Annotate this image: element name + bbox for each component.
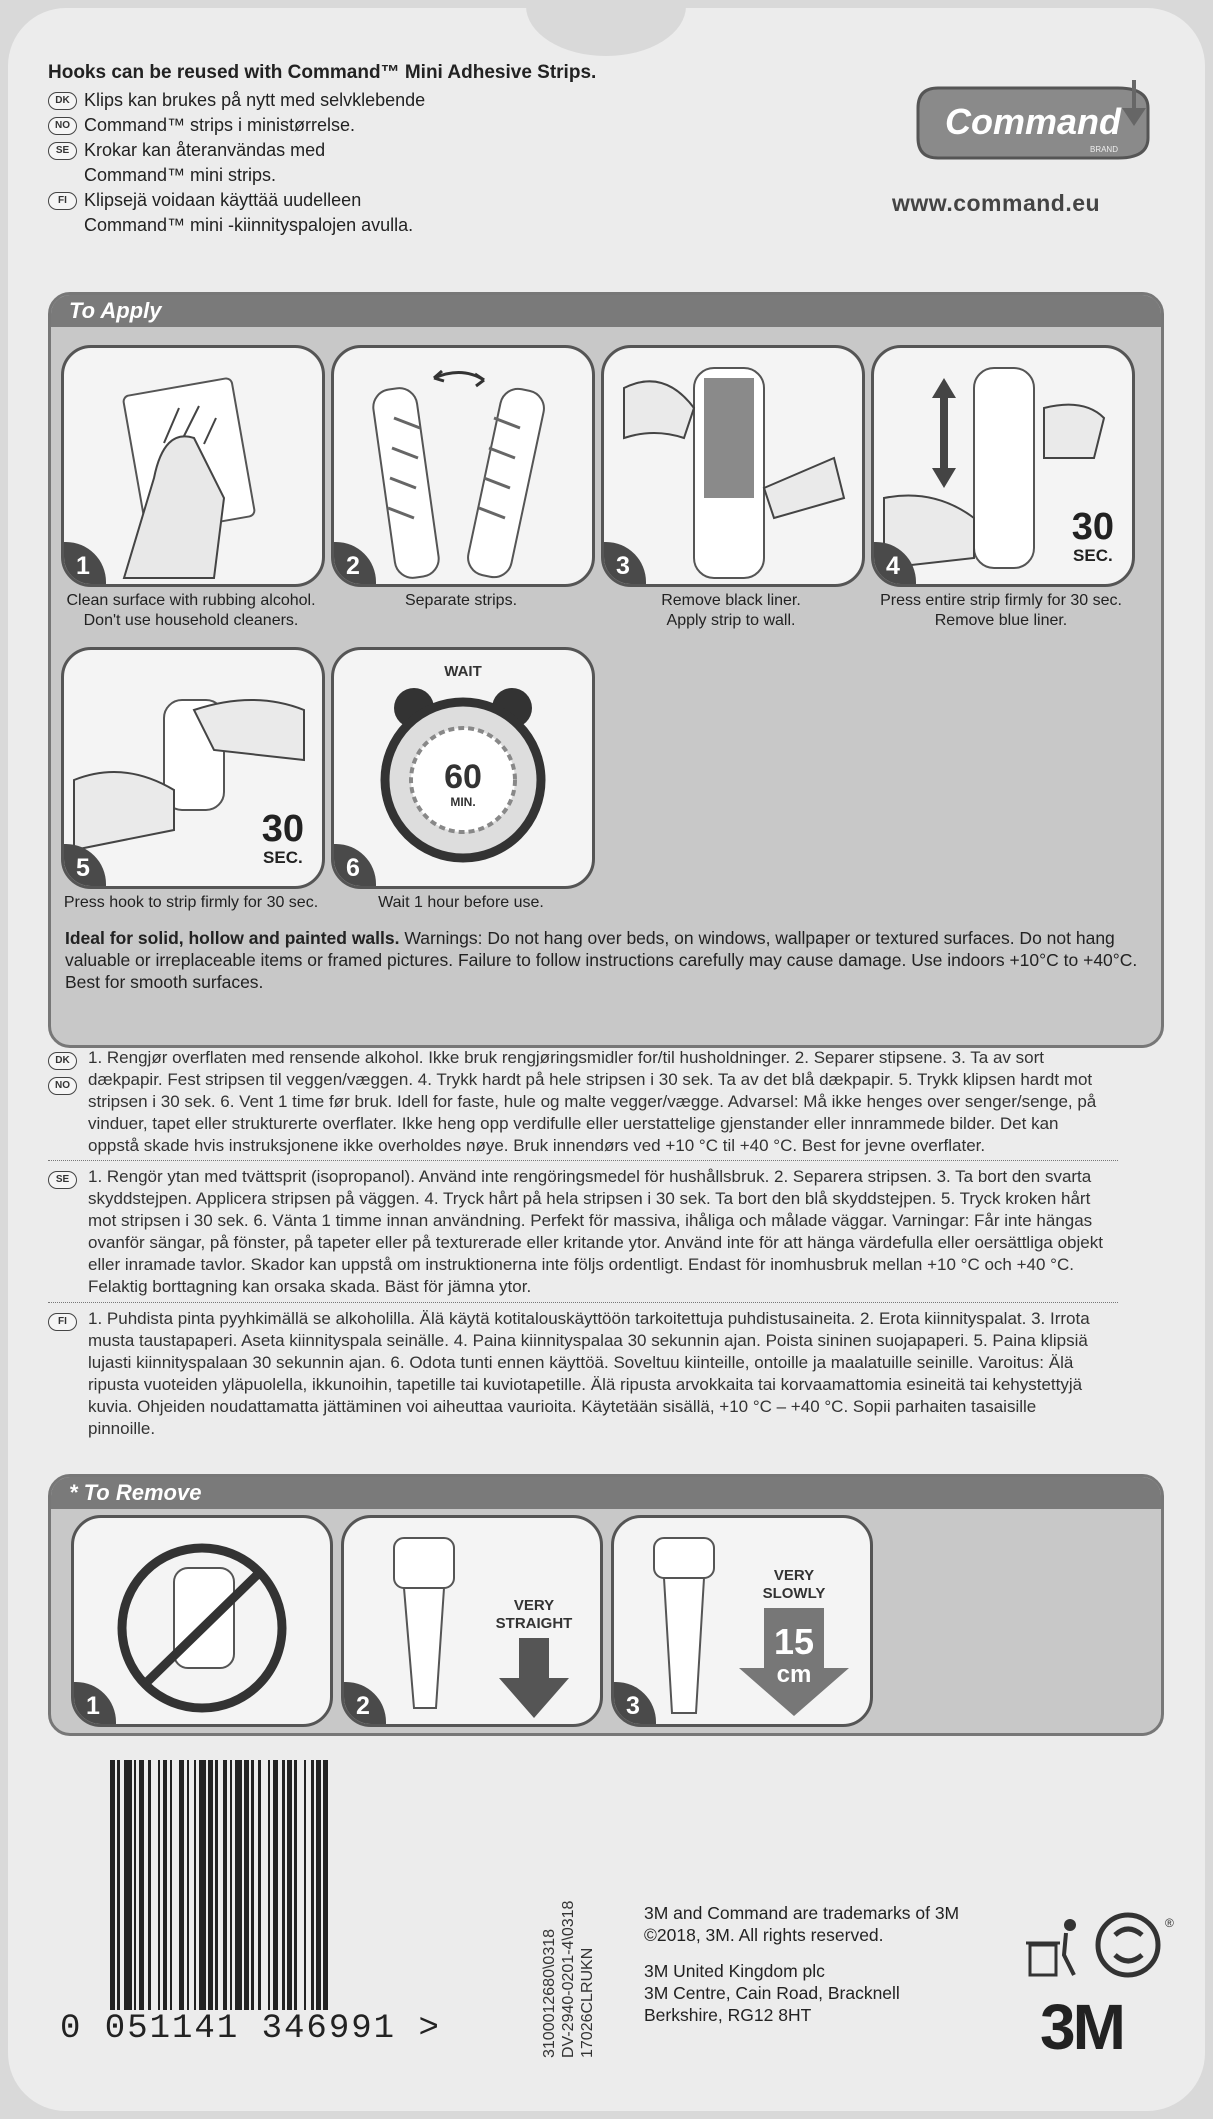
- legal-line: 3M United Kingdom plc: [644, 1961, 825, 1981]
- barcode-digits: 0 051141 346991 >: [60, 2010, 441, 2048]
- step-caption: Press hook to strip firmly for 30 sec.: [63, 894, 319, 911]
- intro-translation-line: [48, 88, 668, 113]
- step-caption: Press entire strip firmly for 30 sec. Remove blue liner.: [880, 592, 1122, 629]
- slowly-label-1: VERY: [773, 1567, 815, 1584]
- step-caption: Wait 1 hour before use.: [378, 894, 544, 911]
- command-logo: [908, 78, 1158, 173]
- step-number: 3: [601, 542, 646, 587]
- language-badge: SE: [48, 142, 77, 160]
- intro-translation-text: Klipsejä voidaan käyttää uudelleen: [84, 190, 362, 210]
- minutes-unit: MIN.: [450, 795, 476, 809]
- language-badge: FI: [48, 192, 77, 210]
- straight-label-1: VERY: [513, 1597, 555, 1614]
- reuse-intro: [48, 60, 668, 238]
- remove-title: * To Remove: [51, 1477, 1161, 1509]
- intro-translation-line: [48, 163, 668, 188]
- intro-translation-text: Command™ mini strips.: [84, 165, 277, 185]
- apply-step-5: [61, 647, 321, 913]
- intro-translation-text: Klips kan brukes på nytt med selvklebende: [84, 90, 426, 110]
- language-badge: DK: [48, 92, 77, 110]
- legal-text: [644, 1902, 959, 2026]
- legal-line: 3M and Command are trademarks of 3M: [644, 1903, 960, 1923]
- step-number: 4: [871, 542, 916, 587]
- legal-line: 3M Centre, Cain Road, Bracknell: [644, 1983, 900, 2003]
- apply-title: To Apply: [51, 295, 1161, 327]
- logo-text: Command: [944, 101, 1122, 142]
- remove-step-1: [71, 1515, 331, 1727]
- step-number: 3: [611, 1682, 656, 1727]
- step-number: 2: [341, 1682, 386, 1727]
- minutes-value: 60: [444, 758, 482, 796]
- divider: [48, 1160, 1118, 1161]
- step-number: 5: [61, 844, 106, 889]
- apply-note: [65, 927, 1145, 993]
- reuse-headline: Hooks can be reused with Command™ Mini Adhesive Strips.: [48, 62, 597, 83]
- apply-panel: [48, 292, 1164, 1048]
- remove-step-2: [341, 1515, 601, 1727]
- intro-translation-line: [48, 138, 668, 163]
- intro-translation-text: Krokar kan återanvändas med: [84, 140, 326, 160]
- slowly-label-2: SLOWLY: [762, 1585, 826, 1602]
- alarm-clock-icon: [334, 650, 592, 886]
- intro-translation-text: Command™ strips i ministørrelse.: [84, 115, 356, 135]
- translation-se: SE 1. Rengör ytan med tvättsprit (isopropanol). Använd inte rengöringsmedel för hushållsbruk. 2. Separera stripsen. 3. Ta bort den svarta skyddstejpen. Applicera stripsen på väggen. 4. Tryck hårt på hela stripsen i 30 sek. Ta bort den blå skyddstejpen. 5. Tryck kroken hårt mot stripsen i 30 sek. 6. Vänta 1 timme innan användning. Perfekt för massiva, ihåliga och målade väggar. Varningar: Får inte hängas ovanför sängar, på fönster, på tapeter eller på texturerade eller kritande ytor. Använd inte för att hänga värdefulla eller oersättliga objekt eller inramade tavlor. Skador kan uppstå om instruktionerna inte följs ordentligt. Endast för inomhusbruk mellan +10 °C och +40 °C. Felaktig borttagning kan orsaka skada. Bäst för jämna ytor.: [48, 1166, 1108, 1298]
- product-codes: 3100012680\0318 DV-2940-0201-4\0318 17026CLRUKN: [541, 1900, 596, 2058]
- seconds-badge: 30 SEC.: [261, 808, 304, 867]
- legal-line: ©2018, 3M. All rights reserved.: [644, 1925, 884, 1945]
- logo-sub: BRAND: [1089, 145, 1119, 154]
- remove-step-3: [611, 1515, 871, 1727]
- apply-note-bold: Ideal for solid, hollow and painted walls.: [65, 928, 400, 948]
- translation-fi: FI 1. Puhdista pinta pyyhkimällä se alkoholilla. Älä käytä kotitalouskäyttöön tarkoitettuja puhdistusaineita. 2. Erota kiinnityspalat. 3. Irrota musta taustapaperi. Aseta kiinnityspala seinälle. 4. Paina kiinnityspalaa 30 sekunnin ajan. Poista sininen suojapaperi. 5. Paina klipsiä lujasti kiinnityspalaan 30 sekunnin ajan. 6. Odota tunti ennen käyttöä. Soveltuu kiinteille, ontoille ja maalatuille seinille. Varoitus: Älä ripusta vuoteiden yläpuolella, ikkunoihin, tapetille tai kuviotapetille. Älä ripusta arvokkaita tai korvaamattomia esineitä tai kehystettyjä kuvia. Ohjeiden noudattamatta jättäminen voi aiheuttaa vaurioita. Käytetään sisällä, +10 °C – +40 °C. Sopii parhaiten tasaisille pinnoille.: [48, 1308, 1108, 1440]
- straight-label-2: STRAIGHT: [495, 1615, 573, 1632]
- 3m-logo: 3M: [1040, 1991, 1123, 2063]
- remove-panel: [48, 1474, 1164, 1736]
- step-number: 2: [331, 542, 376, 587]
- bin-icon: [1026, 1919, 1076, 1975]
- intro-translation-text: Command™ mini -kiinnityspalojen avulla.: [84, 215, 414, 235]
- apply-step-1: [61, 345, 321, 631]
- separate-strips-icon: [334, 348, 592, 584]
- step-caption: Separate strips.: [404, 592, 518, 609]
- green-dot-icon: [1098, 1915, 1158, 1975]
- seconds-badge: 30 SEC.: [1071, 506, 1114, 565]
- apply-step-2: [331, 345, 591, 611]
- wipe-hand-icon: [64, 348, 322, 584]
- intro-translation-line: [48, 213, 668, 238]
- apply-step-3: [601, 345, 861, 631]
- distance-unit: cm: [776, 1661, 812, 1688]
- step-caption: Remove black liner. Apply strip to wall.: [661, 592, 801, 629]
- intro-translation-line: [48, 113, 668, 138]
- pull-slowly-icon: [614, 1518, 870, 1724]
- intro-translation-line: [48, 188, 668, 213]
- website: www.command.eu: [892, 190, 1101, 216]
- apply-step-4: [871, 345, 1131, 631]
- divider: [48, 1302, 1118, 1303]
- registered-mark: ®: [1165, 1916, 1174, 1930]
- step-caption: Clean surface with rubbing alcohol. Don't use household cleaners.: [66, 592, 316, 629]
- apply-step-6: [331, 647, 591, 913]
- step-number: 1: [71, 1682, 116, 1727]
- apply-note-text: Warnings: Do not hang over beds, on windows, wallpaper or textured surfaces. Do not hang valuable or irreplaceable items or framed pictures. Failure to follow instructions carefully may cause damage. Use indoors +10°C to +40°C. Best for smooth surfaces.: [65, 928, 1138, 992]
- barcode-bars: [110, 1760, 480, 2010]
- distance-value: 15: [773, 1621, 815, 1662]
- translation-dk-no: DK NO 1. Rengjør overflaten med rensende alkohol. Ikke bruk rengjøringsmidler for/til husholdninger. 2. Separer stipsene. 3. Ta av sort dækpapir. Fest stripsen til veggen/væggen. 4. Trykk hardt på hele stripsen i 30 sek. Ta av det blå dækpapir. 5. Trykk klipsen hardt mot stripsen i 30 sek. 6. Vent 1 time før bruk. Idell for faste, hule og malte vegger/vægge. Advarsel: Må ikke henges over senger/senge, på vinduer, tapet eller strukturerte overflater. Ikke heng opp verdifulle eller uerstattelige gjenstander eller innrammede bilder. Det kan oppstå skade hvis instruksjonene ikke overholdes nøye. Bruk innendørs ved +10 °C til +40 °C. Best for jevne overflater.: [48, 1047, 1108, 1157]
- no-pull-sideways-icon: [74, 1518, 330, 1724]
- recycling-icons: [1020, 1905, 1180, 1985]
- language-badge: NO: [48, 117, 77, 135]
- step-number: 6: [331, 844, 376, 889]
- wait-label: WAIT: [444, 663, 482, 680]
- remove-liner-icon: [604, 348, 862, 584]
- legal-line: Berkshire, RG12 8HT: [644, 2005, 812, 2025]
- step-number: 1: [61, 542, 106, 587]
- pull-straight-down-icon: [344, 1518, 600, 1724]
- barcode: [60, 1760, 490, 2070]
